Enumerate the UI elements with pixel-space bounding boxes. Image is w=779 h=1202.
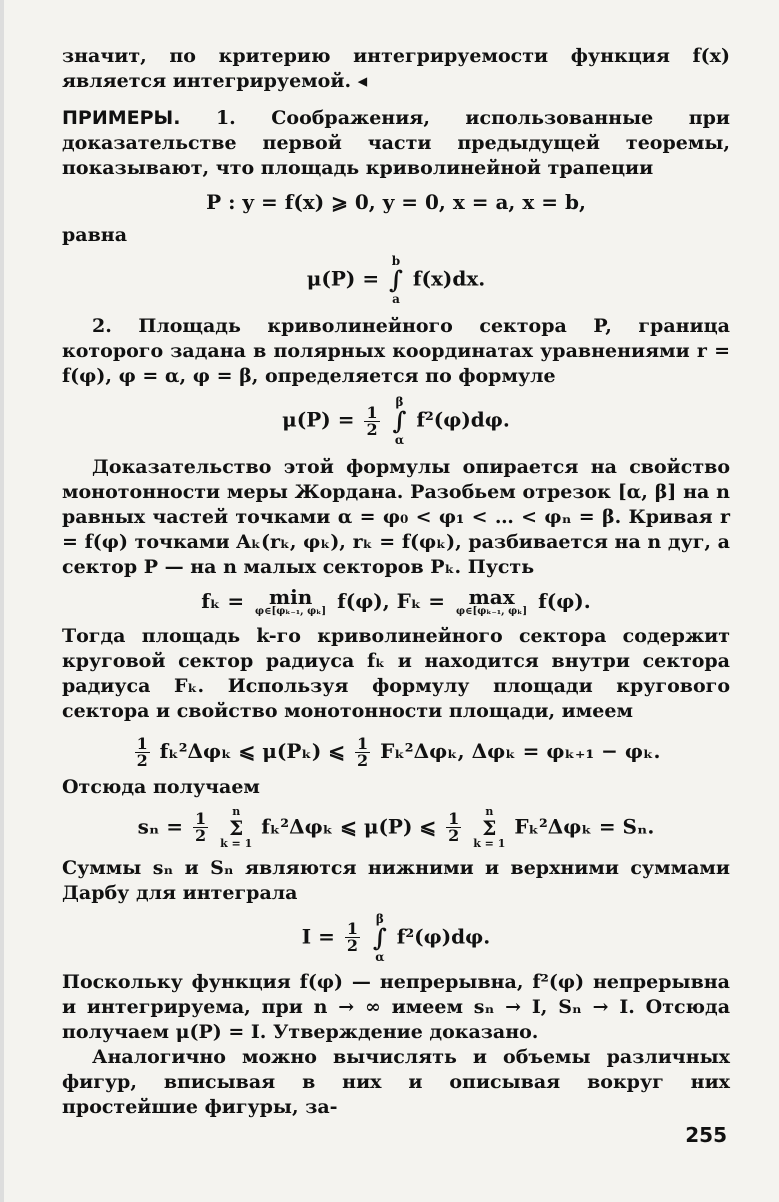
eq6-a: fₖ²Δφₖ ⩽ μ(P) ⩽ xyxy=(261,814,437,838)
fraction-half: $\frac{1}{2}$ xyxy=(357,733,369,770)
paragraph-4: 2. Площадь криволинейного сектора P, граница которого задана в полярных координатах уравнениями r = f(φ), φ = α, φ = β, определяется по формуле xyxy=(62,315,730,387)
eq4-b: f(φ), Fₖ = xyxy=(337,589,446,613)
eq7-rhs: f²(φ)dφ. xyxy=(396,924,491,948)
page-number: 255 xyxy=(685,1123,727,1147)
sum-sign: n Σ k = 1 xyxy=(220,804,253,850)
integral-lower: α xyxy=(394,433,405,447)
paragraph-examples xyxy=(62,106,730,181)
eq4-c: f(φ). xyxy=(538,589,591,613)
equation-sector-area xyxy=(62,395,730,447)
integral-sign: β ∫ α xyxy=(372,911,387,964)
equation-integral-area xyxy=(62,254,730,306)
sum-sign: n Σ k = 1 xyxy=(473,804,506,850)
eq6-b: Fₖ²Δφₖ = Sₙ. xyxy=(514,814,655,838)
fraction-half: $\frac{1}{2}$ xyxy=(448,809,460,845)
equation-darboux-sums xyxy=(62,806,730,850)
page-body xyxy=(62,44,730,1120)
fraction-half: $\frac{1}{2}$ xyxy=(136,733,148,770)
page-edge-shadow xyxy=(0,0,4,1202)
integral-lower: α xyxy=(375,949,385,964)
integral-upper: b xyxy=(391,254,401,268)
eq4-a: fₖ = xyxy=(201,589,245,613)
paragraph-9: Поскольку функция f(φ) — непрерывна, f²(φ) непрерывна и интегрируема, при n → ∞ имеем sₙ → I, Sₙ → I. Отсюда получаем μ(P) = I. Утверждение доказано. xyxy=(62,970,730,1043)
eq2-lhs: μ(P) = xyxy=(306,266,380,291)
paragraph-3: равна xyxy=(62,224,128,246)
eq5-b: Fₖ²Δφₖ, Δφₖ = φₖ₊₁ − φₖ. xyxy=(380,738,661,763)
fraction-half: $\frac{1}{2}$ xyxy=(366,402,378,439)
eq2-rhs: f(x)dx. xyxy=(412,266,486,291)
integral-sign: b ∫ a xyxy=(389,254,403,306)
fraction-half: $\frac{1}{2}$ xyxy=(195,809,207,845)
integral-upper: β xyxy=(395,395,404,409)
eq3-lhs: μ(P) = xyxy=(282,407,355,432)
paragraph-6: Тогда площадь k-го криволинейного сектора содержит круговой сектор радиуса fₖ и находится внутри сектора радиуса Fₖ. Используя формулу площади кругового сектора и свойство монотонности площади, имеем xyxy=(62,624,730,722)
paragraph-5: Доказательство этой формулы опирается на свойство монотонности меры Жордана. Разобьем отрезок [α, β] на n равных частей точками α = φ₀ < φ₁ < … < φₙ = β. Кривая r = f(φ) точками Aₖ(rₖ, φₖ), rₖ = f(φₖ), разбивается на n дуг, а сектор P — на n малых секторов Pₖ. Пусть xyxy=(62,456,730,578)
eq5-a: fₖ²Δφₖ ⩽ μ(Pₖ) ⩽ xyxy=(159,738,346,763)
equation-minmax xyxy=(62,586,730,618)
paragraph-7: Отсюда получаем xyxy=(62,775,260,798)
paragraph-10: Аналогично можно вычислять и объемы различных фигур, вписывая в них и описывая вокруг них простейшие фигуры, за- xyxy=(62,1045,730,1118)
max-operator: max φ∈[φₖ₋₁, φₖ] xyxy=(456,584,528,617)
eq6-lhs: sₙ = xyxy=(137,814,184,838)
equation-integral-I xyxy=(62,912,730,964)
integral-upper: β xyxy=(375,911,384,926)
integral-sign: β ∫ α xyxy=(392,395,407,447)
paragraph-8: Суммы sₙ и Sₙ являются нижними и верхними суммами Дарбу для интеграла xyxy=(62,856,730,904)
equation-inequality xyxy=(62,733,730,770)
integral-lower: a xyxy=(392,292,400,306)
examples-heading: ПРИМЕРЫ. xyxy=(62,107,181,129)
eq3-rhs: f²(φ)dφ. xyxy=(416,407,510,432)
min-operator: min φ∈[φₖ₋₁, φₖ] xyxy=(255,584,327,617)
paragraph-1: значит, по критерию интегрируемости функция f(x) является интегрируемой. ◂ xyxy=(62,45,730,92)
paragraph-2: 1. Соображения, использованные при доказательстве первой части предыдущей теоремы, показывают, что площадь криволинейной трапеции xyxy=(62,107,730,179)
fraction-half: $\frac{1}{2}$ xyxy=(346,919,358,955)
eq7-lhs: I = xyxy=(301,924,335,948)
equation-trapezoid: P : y = f(x) ⩾ 0, y = 0, x = a, x = b, xyxy=(206,190,586,214)
